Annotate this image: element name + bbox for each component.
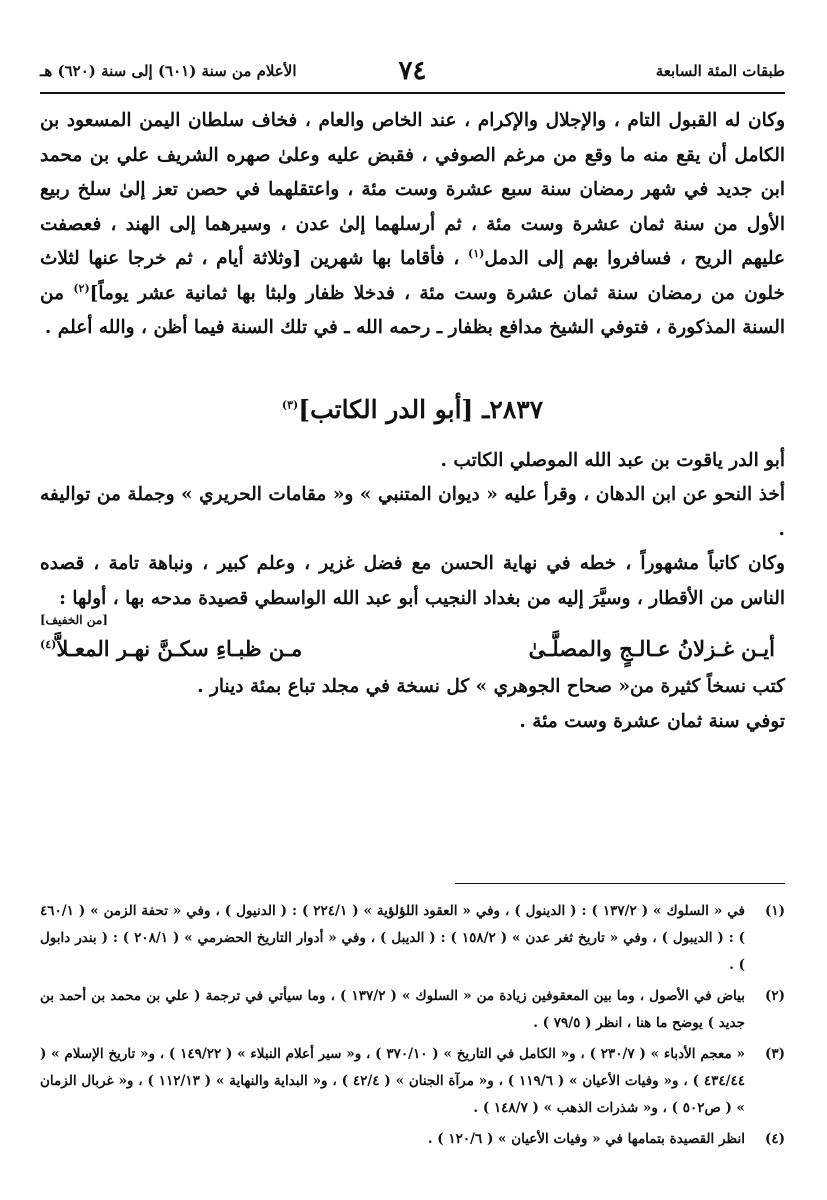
footnote-number: (٣) [764,1046,785,1062]
verse-second-hemistich-wrap [40,628,302,670]
entry-paragraph-2: أخذ النحو عن ابن الدهان ، وقرأ عليه « ديوان المتنبي » و« مقامات الحريري » وجملة من تواليفه . [40,484,785,540]
footnote-separator [455,883,785,884]
entry-title-text: ٢٨٣٧ـ [أبو الدر الكاتب] [298,394,544,424]
footnote [40,898,785,979]
page-header [40,56,785,94]
footnote-number: (١) [764,903,785,919]
paragraph-text-part3: من السنة المذكورة ، فتوفي الشيخ مدافع بظفار ـ رحمه الله ـ في تلك السنة فيما أظن ، والله أعلم . [40,282,785,338]
poetic-meter-label: [من الخفيف] [40,613,108,627]
footnote-number: (٤) [764,1131,785,1147]
footnote [40,1126,785,1153]
footnote-text: « معجم الأدباء » ( ٢٣٠/٧ ) ، و« الكامل في التاريخ » ( ٣٧٠/١٠ ) ، و« سير أعلام النبلاء » ( ١٤٩/٢٢ ) ، و« تاريخ الإسلام » ( ٤٣٤/٤٤ ) ، و« وفيات الأعيان » ( ١١٩/٦ ) ، و« مرآة الجنان » ( ٤٢/٤ ) ، و« البداية والنهاية » ( ١١٢/١٣ ) ، و« غربال الزمان » ( ص٥٠٢ ) ، و« شذرات الذهب » ( ١٤٨/٧ ) . [40,1046,745,1116]
footnote-ref-4: (٤) [40,638,57,651]
entry-heading [40,390,785,430]
footnote-text: انظر القصيدة بتمامها في « وفيات الأعيان » ( ١٢٠/٦ ) . [427,1131,745,1147]
footnotes [40,898,785,1157]
running-title-right: طبقات المئة السابعة [655,62,785,80]
book-page [40,36,785,1166]
footnote-number: (٢) [764,988,785,1004]
page-number: ٧٤ [398,56,427,86]
paragraph-text-part2: ، فأقاما بها شهرين [وثلاثة أيام ، ثم خرجا عنها لثلاث خلون من رمضان سنة ثمان عشرة وست مئة ، فدخلا ظفار ولبثا بها ثمانية عشر يوماً] [40,248,785,304]
entry-paragraph-5: توفي سنة ثمان عشرة وست مئة . [519,710,785,732]
running-title-left: الأعلام من سنة (٦٠١) إلى سنة (٦٢٠) هـ [40,62,297,80]
footnote [40,1041,785,1122]
main-text [40,104,785,739]
verse-second-hemistich: مـن ظبـاءِ سكـنَّ نهـر المعـلاَّ [56,636,303,661]
paragraph-text-part1: وكان له القبول التام ، والإجلال والإكرام ، عند الخاص والعام ، فخاف سلطان اليمن المسعود بن الكامل أن يقع منه ما وقع من مرغم الصوفي ، فقبض عليه وعلىٰ صهره الشريف علي بن محمد ابن جديد في شهر رمضان سنة سبع عشرة وست مئة ، واعتقلهما في حصن تعز إلىٰ سلخ ربيع الأول من سنة ثمان عشرة وست مئة ، ثم أرسلهما إلىٰ عدن ، وسيرهما إلى الهند ، فعصفت عليهم الريح ، فسافروا بهم إلى الدمل [40,110,785,269]
verse-first-hemistich: أيـن غـزلانُ عـالـجٍ والمصلَّـىٰ [528,636,775,661]
entry-paragraph-4: كتب نسخاً كثيرة من« صحاح الجوهري » كل نسخة في مجلد تباع بمئة دينار . [197,676,785,697]
footnote-text: في « السلوك » ( ١٣٧/٢ ) : ( الدينول ) ، وفي « العقود اللؤلؤية » ( ٢٢٤/١ ) : ( الدنيول ) ، وفي « تحفة الزمن » ( ٤٦٠/١ ) : ( الديبول ) ، وفي « تاريخ ثغر عدن » ( ١٥٨/٢ ) : ( الديبل ) ، وفي « أدوار التاريخ الحضرمي » ( ٢٠٨/١ ) : ( بندر دابول ) . [40,903,745,973]
footnote-ref-2: (٢) [73,281,90,295]
poem-verse [40,628,785,670]
entry-name-line: أبو الدر ياقوت بن عبد الله الموصلي الكاتب . [440,449,785,471]
footnote-ref-1: (١) [468,246,485,260]
paragraph-continuation [40,104,785,346]
entry-paragraph-3: وكان كاتباً مشهوراً ، خطه في نهاية الحسن مع فضل غزير ، وعلم كبير ، ونباهة تامة ، قصده الناس من الأقطار ، وسيَّرَ إليه من بغداد النجيب أبو عبد الله الواسطي قصيدة مدحه بها ، أولها : [40,553,785,609]
footnote-ref-3: (٣) [281,398,299,412]
footnote [40,983,785,1037]
footnote-text: بياض في الأصول ، وما بين المعقوفين زيادة من « السلوك » ( ١٣٧/٢ ) ، وما سيأتي في ترجمة ( علي بن محمد بن أحمد بن جديد ) يوضح ما هنا ، انظر ( ٧٩/٥ ) . [40,988,745,1031]
